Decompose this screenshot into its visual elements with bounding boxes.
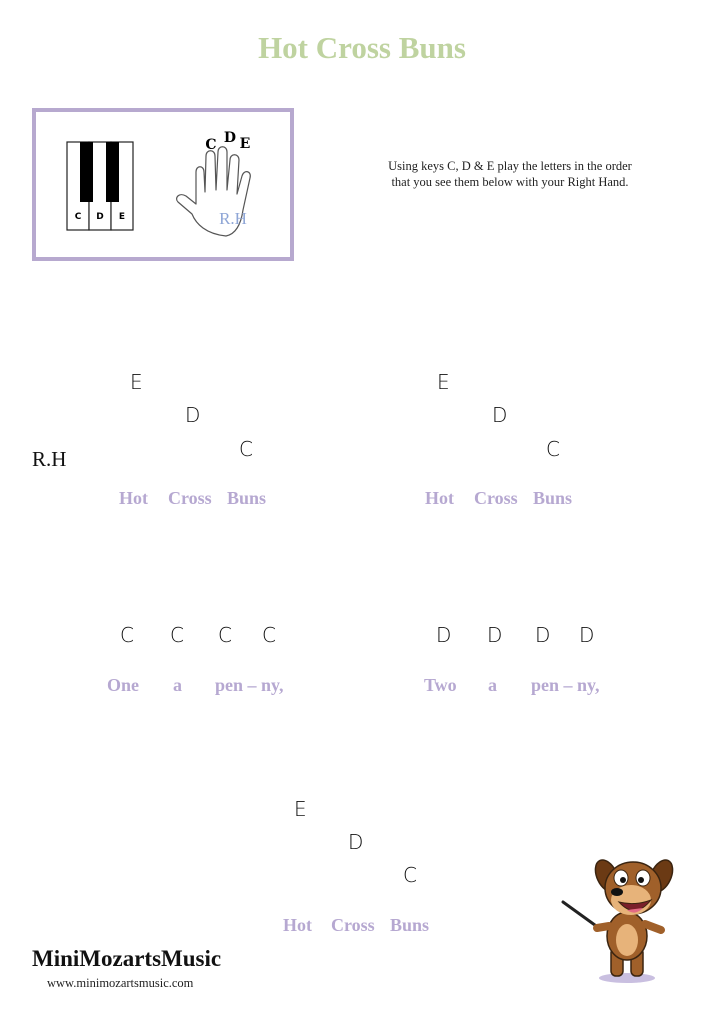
- finger-label-c: C: [205, 137, 217, 153]
- lyric: Hot: [119, 488, 148, 508]
- note: C: [120, 623, 134, 647]
- note: D: [185, 403, 201, 427]
- note: C: [262, 623, 276, 647]
- hand-label: R.H: [219, 209, 247, 228]
- lyric: Buns: [227, 488, 267, 508]
- lyric: Cross: [474, 488, 518, 508]
- diagram-svg: [36, 112, 290, 257]
- note: D: [492, 403, 508, 427]
- note: D: [436, 623, 452, 647]
- finger-label-e: E: [239, 136, 251, 152]
- keyboard-hand-diagram: [32, 108, 294, 261]
- lyric: Hot: [425, 488, 454, 508]
- lyric: One: [107, 675, 140, 695]
- note: C: [218, 623, 232, 647]
- black-key: [106, 142, 119, 202]
- lyric: Hot: [283, 915, 312, 935]
- key-label-c: C: [74, 212, 82, 222]
- note: D: [348, 830, 364, 854]
- note: D: [579, 623, 595, 647]
- lyric: Buns: [390, 915, 430, 935]
- black-key: [80, 142, 93, 202]
- note: E: [130, 370, 143, 394]
- note: C: [546, 437, 560, 461]
- right-hand-marker: R.H: [32, 447, 67, 471]
- lyric: Two: [424, 675, 457, 695]
- note: C: [403, 863, 417, 887]
- note: E: [294, 797, 307, 821]
- lyric: pen – ny,: [215, 675, 284, 695]
- mini-keyboard: [67, 142, 133, 230]
- note: D: [535, 623, 551, 647]
- lyric: Cross: [331, 915, 375, 935]
- finger-label-d: D: [223, 130, 237, 146]
- page-title: Hot Cross Buns: [258, 30, 466, 65]
- instructions-line-2: that you see them below with your Right Hand.: [391, 175, 629, 189]
- instructions-line-1: Using keys C, D & E play the letters in the order: [388, 159, 632, 173]
- lyric: a: [488, 675, 497, 695]
- note: C: [239, 437, 253, 461]
- key-label-e: E: [118, 212, 126, 222]
- brand-name: MiniMozartsMusic: [32, 946, 222, 971]
- lyric: Cross: [168, 488, 212, 508]
- lyric: a: [173, 675, 182, 695]
- note: E: [437, 370, 450, 394]
- lyric: Buns: [533, 488, 573, 508]
- key-label-d: D: [96, 212, 104, 222]
- lyric: pen – ny,: [531, 675, 600, 695]
- note: C: [170, 623, 184, 647]
- dog-mascot-icon: [555, 848, 685, 988]
- note: D: [487, 623, 503, 647]
- website-link[interactable]: www.minimozartsmusic.com: [47, 976, 194, 990]
- instructions: [360, 158, 660, 190]
